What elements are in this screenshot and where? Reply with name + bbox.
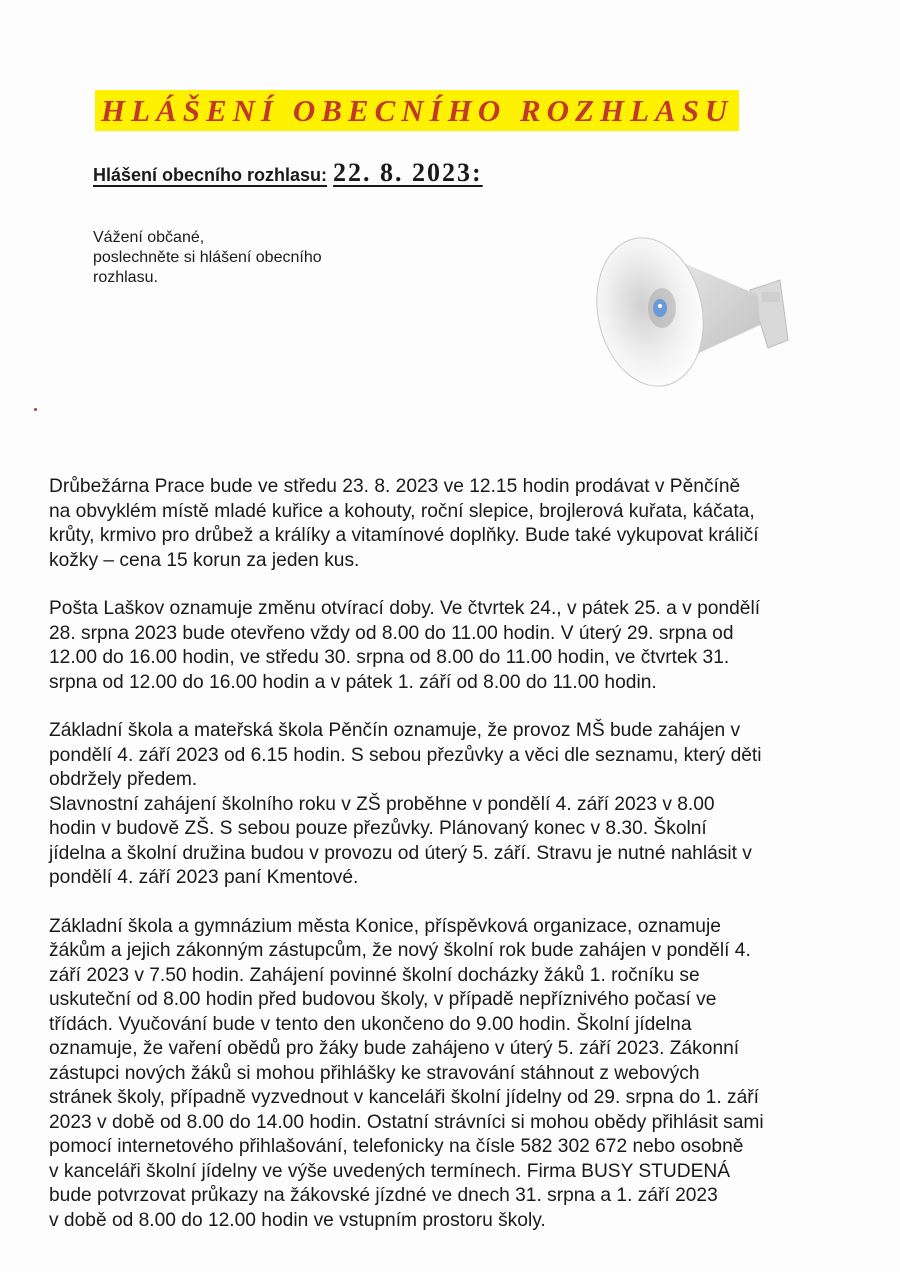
text-line: Základní škola a gymnázium města Konice, příspěvková organizace, oznamuje [49,915,721,937]
text-line: v kanceláři školní jídelny ve výše uvedených termínech. Firma BUSY STUDENÁ [49,1160,731,1182]
text-line: Základní škola a mateřská škola Pěnčín oznamuje, že provoz MŠ bude zahájen v [49,720,741,741]
greeting [93,228,322,288]
text-line: žákům a jejich zákonným zástupcům, že nový školní rok bude zahájen v pondělí 4. [49,940,751,961]
text-line: na obvyklém místě mladé kuřice a kohouty, roční slepice, brojlerová kuřata, káčata, [49,500,755,522]
greeting-line: rozhlasu. [93,269,158,286]
date-label: Hlášení obecního rozhlasu: [93,165,328,185]
announcement-date-line [93,158,483,188]
stray-dot [34,408,37,411]
text-line: krůty, krmivo pro drůbež a králíky a vitamínové doplňky. Bude také vykupovat králičí [49,525,759,546]
text-line: třídách. Vyučování bude v tento den ukončeno do 9.00 hodin. Školní jídelna [49,1013,692,1035]
loudspeaker-icon [590,220,810,415]
page-banner: HLÁŠENÍ OBECNÍHO ROZHLASU [95,90,739,131]
text-line: oznamuje, že vaření obědů pro žáky bude zahájeno v úterý 5. září 2023. Zákonní [49,1038,740,1059]
text-line: Pošta Laškov oznamuje změnu otvírací doby. Ve čtvrtek 24., v pátek 25. a v pondělí [49,598,761,619]
text-line: 2023 v době od 8.00 do 14.00 hodin. Ostatní strávníci si mohou obědy přihlásit sami [49,1111,764,1133]
announcement-school-konice [49,915,869,1234]
announcement-post-office [49,597,869,695]
text-line: hodin v budově ZŠ. S sebou pouze přezůvky. Plánovaný konec v 8.30. Školní [49,818,707,839]
announcements [49,475,869,1233]
text-line: Drůbežárna Prace bude ve středu 23. 8. 2023 ve 12.15 hodin prodávat v Pěnčíně [49,476,741,497]
text-line: pondělí 4. září 2023 paní Kmentové. [49,867,359,888]
text-line: pondělí 4. září 2023 od 6.15 hodin. S sebou přezůvky a věci dle seznamu, který děti [49,744,762,766]
text-line: uskuteční od 8.00 hodin před budovou školy, v případě nepříznivého počasí ve [49,989,717,1010]
text-line: stránek školy, případně vyzvednout v kanceláři školní jídelny od 29. srpna do 1. září [49,1087,759,1108]
greeting-line: Vážení občané, [93,229,205,246]
text-line: září 2023 v 7.50 hodin. Zahájení povinné školní docházky žáků 1. ročníku se [49,964,700,986]
text-line: v době od 8.00 do 12.00 hodin ve vstupním prostoru školy. [49,1209,546,1231]
text-line: Slavnostní zahájení školního roku v ZŠ proběhne v pondělí 4. září 2023 v 8.00 [49,793,715,815]
text-line: 12.00 do 16.00 hodin, ve středu 30. srpna od 8.00 do 11.00 hodin, ve čtvrtek 31. [49,647,730,668]
text-line: bude potvrzovat průkazy na žákovské jízdné ve dnech 31. srpna a 1. září 2023 [49,1185,718,1206]
text-line: obdržely předem. [49,769,198,790]
announcement-date: 22. 8. 2023: [333,158,483,187]
text-line: kožky – cena 15 korun za jeden kus. [49,549,360,571]
text-line: jídelna a školní družina budou v provozu od úterý 5. září. Stravu je nutné nahlásit v [49,842,752,864]
announcement-poultry [49,475,869,573]
text-line: pomocí internetového přihlašování, telefonicky na čísle 582 302 672 nebo osobně [49,1136,744,1157]
greeting-line: poslechněte si hlášení obecního [93,249,322,266]
text-line: srpna od 12.00 do 16.00 hodin a v pátek 1. září od 8.00 do 11.00 hodin. [49,671,657,693]
announcement-school-pencin [49,719,869,891]
text-line: 28. srpna 2023 bude otevřeno vždy od 8.00 do 11.00 hodin. V úterý 29. srpna od [49,622,734,644]
text-line: zástupci nových žáků si mohou přihlášky ke stravování stáhnout z webových [49,1062,700,1084]
